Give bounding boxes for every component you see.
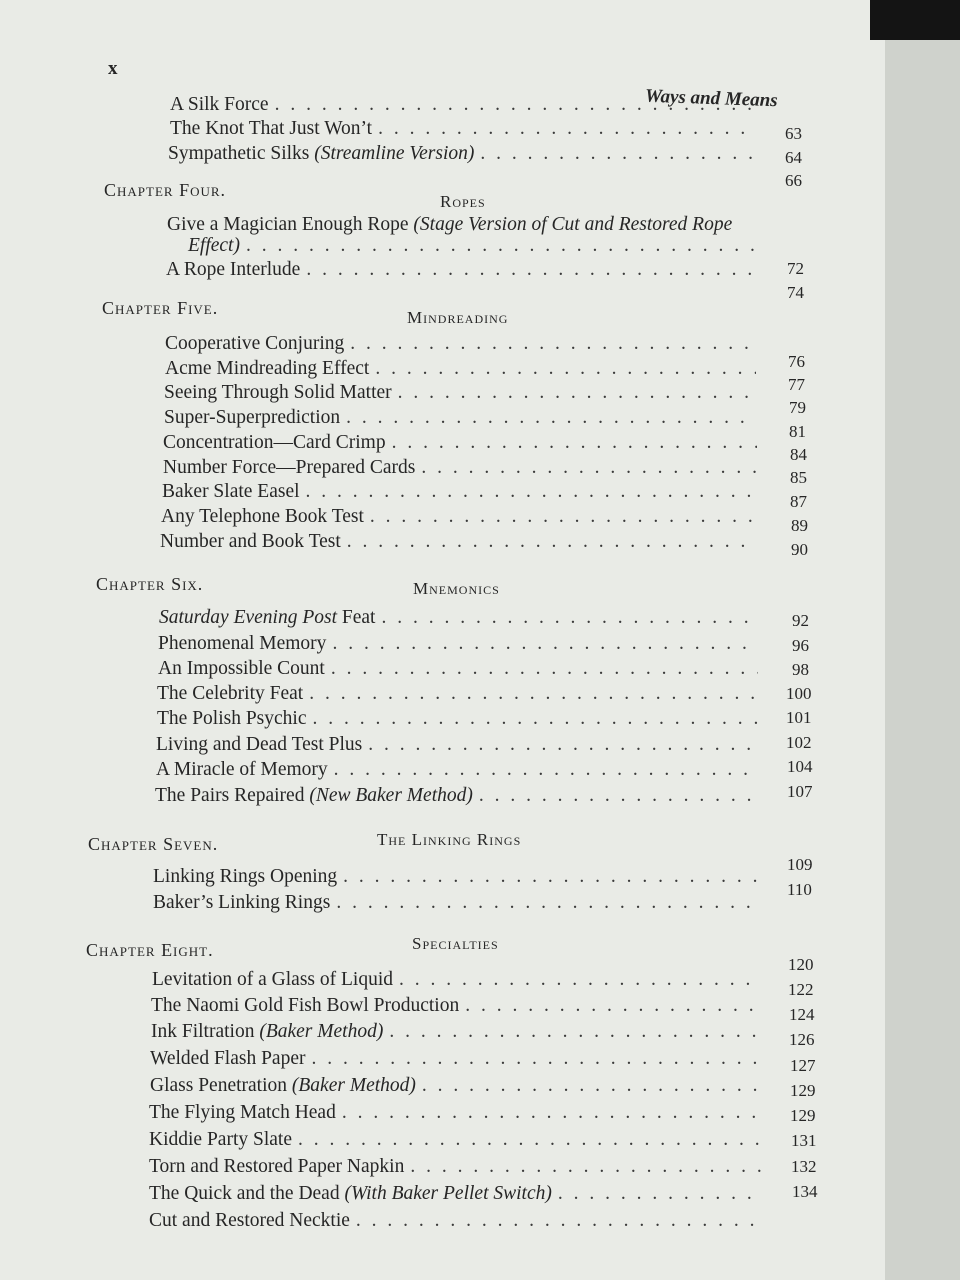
page-number: 98	[792, 660, 809, 679]
toc-entry: A Miracle of Memory . . .	[156, 759, 765, 781]
toc-entry: Sympathetic Silks (Streamline Version) . . .	[168, 143, 760, 165]
toc-entry: Number Force—Prepared Cards . . .	[163, 457, 763, 479]
page-number: 87	[790, 492, 807, 511]
page-number: 110	[787, 880, 812, 899]
page-number: 77	[788, 375, 805, 394]
toc-entry: Acme Mindreading Effect . . .	[165, 358, 762, 380]
chapter-heading: Chapter Six.	[96, 574, 204, 594]
toc-entry: Saturday Evening Post Feat . . .	[159, 607, 764, 629]
toc-entry: Number and Book Test . . .	[160, 531, 763, 553]
page-number: 102	[786, 733, 812, 752]
page-number: 120	[788, 955, 814, 974]
page-number: 124	[789, 1005, 815, 1024]
toc-entry: Ink Filtration (Baker Method) . . .	[151, 1021, 767, 1043]
page-number: 74	[787, 283, 804, 302]
page-number: 107	[787, 782, 813, 801]
page-number: 122	[788, 980, 814, 999]
toc-entry: A Silk Force . . .	[170, 94, 760, 116]
toc-entry: Cooperative Conjuring . . .	[165, 333, 762, 355]
chapter-heading: Chapter Four.	[104, 180, 227, 200]
toc-entry: The Polish Psychic . . .	[157, 708, 764, 730]
toc-entry: Phenomenal Memory . . .	[158, 633, 764, 655]
page-number: 85	[790, 468, 807, 487]
page-number: 81	[789, 422, 806, 441]
section-title: Specialties	[412, 934, 499, 953]
page-number: 129	[790, 1081, 816, 1100]
page-number: 92	[792, 611, 809, 630]
toc-entry: The Celebrity Feat . . .	[157, 683, 764, 705]
page-number: 134	[792, 1182, 818, 1201]
page-number: 84	[790, 445, 807, 464]
page-number: 79	[789, 398, 806, 417]
toc-entry: Welded Flash Paper . . .	[150, 1048, 767, 1070]
toc-entry: Glass Penetration (Baker Method) . . .	[150, 1075, 767, 1097]
chapter-heading: Chapter Five.	[102, 298, 219, 318]
toc-entry: Cut and Restored Necktie . . .	[149, 1210, 768, 1232]
page-number: 132	[791, 1157, 817, 1176]
page-number: 101	[786, 708, 812, 727]
page-number: 66	[785, 171, 802, 190]
chapter-heading: Chapter Seven.	[88, 834, 219, 854]
page-number: 129	[790, 1106, 816, 1125]
background-corner	[870, 0, 960, 40]
section-title: Mindreading	[407, 308, 509, 327]
toc-entry: Any Telephone Book Test . . .	[161, 506, 763, 528]
page-number: 72	[787, 259, 804, 278]
toc-entry: Baker Slate Easel . . .	[162, 481, 763, 503]
toc-entry: Super-Superprediction . . .	[164, 407, 762, 429]
toc-entry: Torn and Restored Paper Napkin . . .	[149, 1156, 768, 1178]
toc-entry: Seeing Through Solid Matter . . .	[164, 382, 762, 404]
section-title: Mnemonics	[413, 579, 500, 598]
page-folio: x	[108, 58, 118, 79]
toc-entry: Linking Rings Opening . . .	[153, 866, 766, 888]
toc-entry: Effect) . . .	[188, 235, 762, 257]
section-title: The Linking Rings	[377, 830, 522, 849]
page-number: 126	[789, 1030, 815, 1049]
page-number: 76	[788, 352, 805, 371]
page-number: 104	[787, 757, 813, 776]
page-number: 64	[785, 148, 802, 167]
toc-entry: Baker’s Linking Rings . . .	[153, 892, 766, 914]
toc-entry: Living and Dead Test Plus . . .	[156, 734, 764, 756]
toc-entry: Concentration—Card Crimp . . .	[163, 432, 763, 454]
section-title: Ropes	[440, 192, 486, 211]
page-number: 89	[791, 516, 808, 535]
page-edge	[885, 30, 960, 1280]
page-number: 100	[786, 684, 812, 703]
page-number: 96	[792, 636, 809, 655]
toc-entry: Give a Magician Enough Rope (Stage Version of Cut and Restored Rope	[167, 214, 733, 235]
toc-entry: A Rope Interlude . . .	[166, 259, 762, 281]
toc-entry: Kiddie Party Slate . . .	[149, 1129, 768, 1151]
toc-entry: The Quick and the Dead (With Baker Pellet Switch) . . .	[149, 1183, 768, 1205]
page-number: 109	[787, 855, 813, 874]
toc-entry: An Impossible Count . . .	[158, 658, 764, 680]
page-number: 63	[785, 124, 802, 143]
page-number: 131	[791, 1131, 817, 1150]
toc-entry: The Naomi Gold Fish Bowl Production . . .	[151, 995, 767, 1017]
page-number: 90	[791, 540, 808, 559]
toc-entry: Levitation of a Glass of Liquid . . .	[152, 969, 767, 991]
chapter-heading: Chapter Eight.	[86, 940, 214, 960]
toc-entry: The Knot That Just Won’t . . .	[170, 118, 760, 140]
toc-entry: The Pairs Repaired (New Baker Method) . . .	[155, 785, 765, 807]
page-number: 127	[790, 1056, 816, 1075]
running-title: Ways and Means	[644, 85, 779, 112]
toc-entry: The Flying Match Head . . .	[149, 1102, 768, 1124]
